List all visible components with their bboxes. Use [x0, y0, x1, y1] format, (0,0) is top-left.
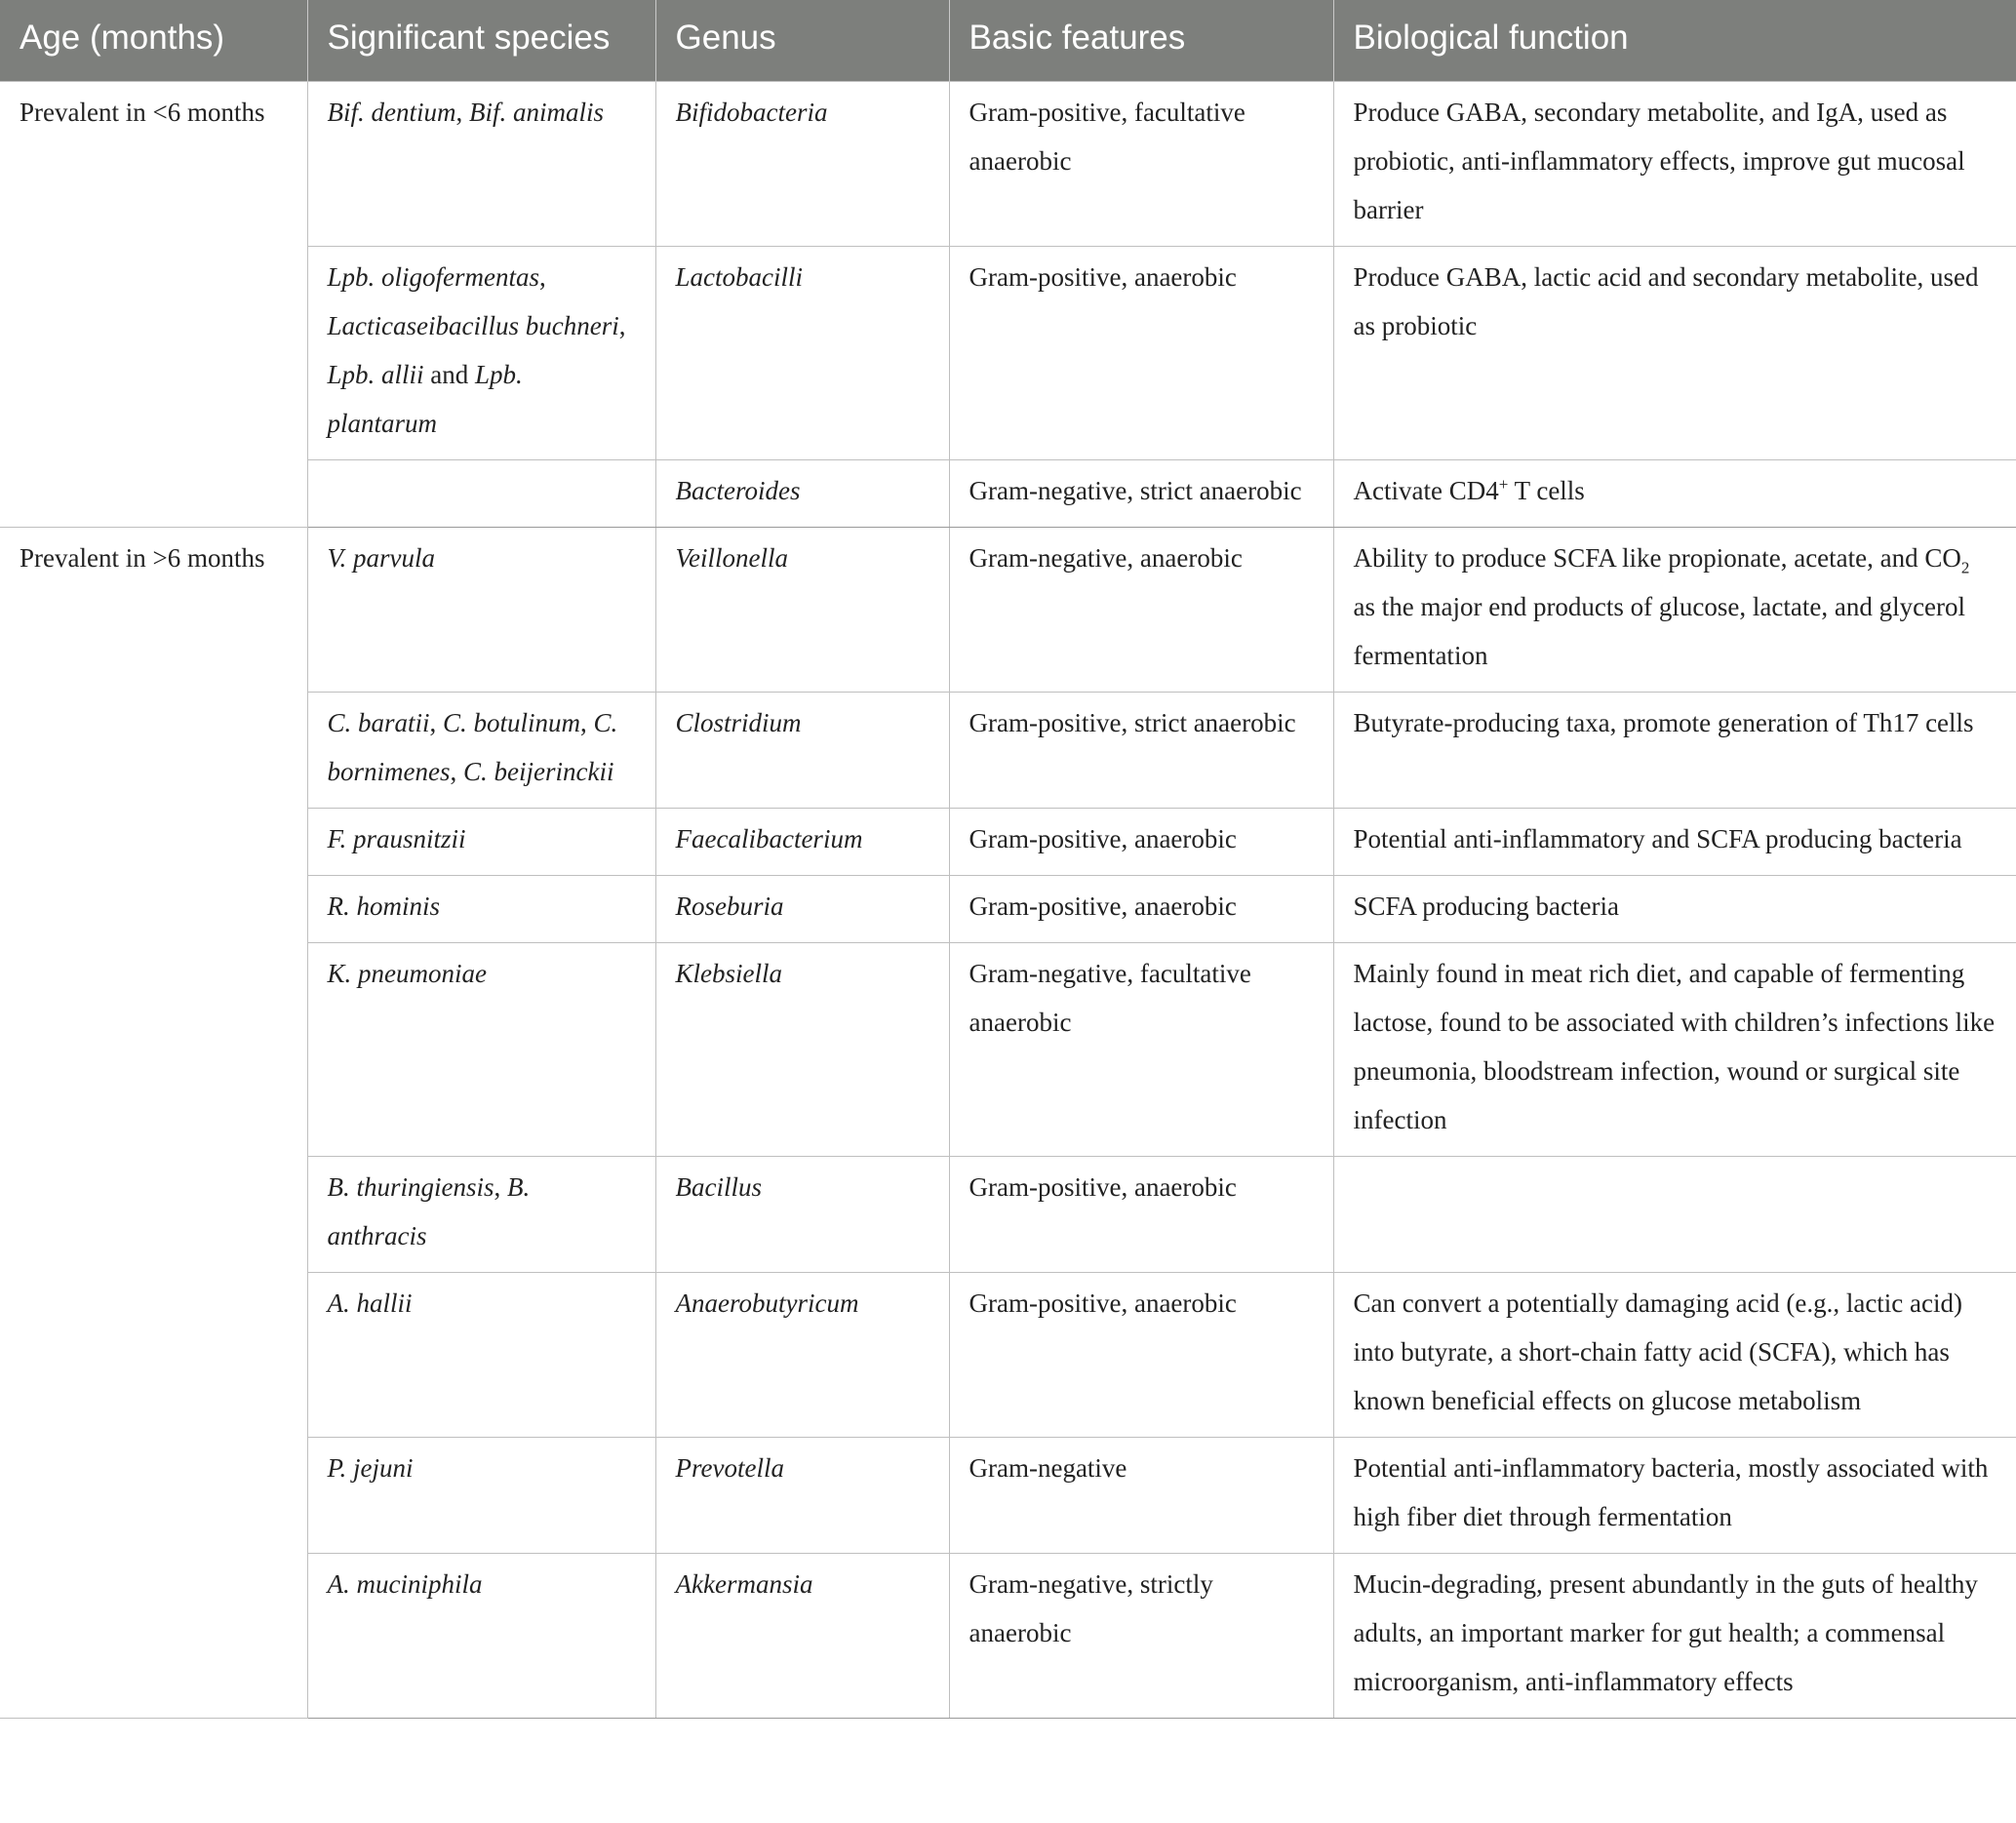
species-name: Lacticaseibacillus buchneri	[327, 310, 619, 340]
features-cell: Gram-positive, anaerobic	[949, 1272, 1333, 1437]
species-name: Lpb. plantarum	[327, 359, 523, 438]
genus-cell: Bacteroides	[655, 459, 949, 527]
species-name: Lpb. oligofermentas	[327, 261, 540, 292]
function-text: Activate CD4	[1353, 475, 1499, 505]
species-separator: and	[423, 359, 476, 389]
function-cell: Can convert a potentially damaging acid (e.g., lactic acid) into butyrate, a short-chain fatty acid (SCFA), which has known beneficial effects on glucose metabolism	[1333, 1272, 2016, 1437]
genus-cell: Faecalibacterium	[655, 808, 949, 875]
features-cell: Gram-negative, anaerobic	[949, 527, 1333, 692]
species-name: P. jejuni	[327, 1452, 414, 1483]
genus-cell: Akkermansia	[655, 1553, 949, 1718]
genus-cell: Roseburia	[655, 875, 949, 942]
species-name: C. botulinum	[443, 707, 581, 737]
species-name: B. anthracis	[327, 1171, 531, 1250]
function-cell	[1333, 527, 2016, 692]
species-name: Bif. dentium	[327, 97, 456, 127]
subscript-two: 2	[1960, 557, 1970, 576]
species-separator: ,	[455, 97, 469, 127]
features-cell: Gram-positive, anaerobic	[949, 246, 1333, 459]
genus-cell: Prevotella	[655, 1437, 949, 1553]
table-row	[0, 81, 2016, 246]
age-group-cell: Prevalent in <6 months	[0, 81, 307, 527]
function-cell	[1333, 459, 2016, 527]
species-cell	[307, 1272, 655, 1437]
species-cell	[307, 1156, 655, 1272]
species-separator: ,	[580, 707, 594, 737]
species-name: R. hominis	[327, 891, 441, 921]
species-name: C. baratii	[327, 707, 430, 737]
species-cell	[307, 246, 655, 459]
species-cell	[307, 875, 655, 942]
features-cell: Gram-negative, strict anaerobic	[949, 459, 1333, 527]
features-cell: Gram-positive, anaerobic	[949, 875, 1333, 942]
species-cell	[307, 808, 655, 875]
species-separator: ,	[494, 1171, 508, 1202]
function-text: Ability to produce SCFA like propionate, acetate, and CO	[1353, 542, 1961, 573]
features-cell: Gram-negative, strictly anaerobic	[949, 1553, 1333, 1718]
header-species: Significant species	[307, 0, 655, 81]
species-cell	[307, 1553, 655, 1718]
species-cell	[307, 692, 655, 808]
genus-cell: Clostridium	[655, 692, 949, 808]
header-function: Biological function	[1333, 0, 2016, 81]
species-name: B. thuringiensis	[327, 1171, 494, 1202]
function-cell: Mucin-degrading, present abundantly in the guts of healthy adults, an important marker for gut health; a commensal microorganism, anti-inflammatory effects	[1333, 1553, 2016, 1718]
species-name: K. pneumoniae	[327, 958, 487, 988]
genus-cell: Klebsiella	[655, 942, 949, 1156]
features-cell: Gram-positive, facultative anaerobic	[949, 81, 1333, 246]
function-cell: SCFA producing bacteria	[1333, 875, 2016, 942]
superscript-plus: +	[1498, 474, 1509, 494]
features-cell: Gram-positive, strict anaerobic	[949, 692, 1333, 808]
function-cell: Potential anti-inflammatory and SCFA producing bacteria	[1333, 808, 2016, 875]
species-name: A. muciniphila	[327, 1568, 483, 1599]
header-features: Basic features	[949, 0, 1333, 81]
header-age: Age (months)	[0, 0, 307, 81]
species-name: A. hallii	[327, 1288, 413, 1318]
species-name: Lpb. allii	[327, 359, 424, 389]
age-group-cell: Prevalent in >6 months	[0, 527, 307, 1718]
species-name: Bif. animalis	[468, 97, 604, 127]
species-separator: ,	[539, 261, 546, 292]
genus-cell: Anaerobutyricum	[655, 1272, 949, 1437]
species-name: C. bornimenes	[327, 707, 618, 786]
function-cell: Butyrate-producing taxa, promote generation of Th17 cells	[1333, 692, 2016, 808]
species-cell	[307, 1437, 655, 1553]
features-cell: Gram-positive, anaerobic	[949, 1156, 1333, 1272]
species-separator: ,	[450, 756, 463, 786]
species-separator: ,	[429, 707, 444, 737]
species-name: C. beijerinckii	[462, 756, 614, 786]
function-cell: Produce GABA, secondary metabolite, and IgA, used as probiotic, anti-inflammatory effects, improve gut mucosal barrier	[1333, 81, 2016, 246]
features-cell: Gram-negative, facultative anaerobic	[949, 942, 1333, 1156]
species-cell	[307, 527, 655, 692]
table-header	[0, 0, 2016, 81]
genus-cell: Lactobacilli	[655, 246, 949, 459]
function-cell: Produce GABA, lactic acid and secondary metabolite, used as probiotic	[1333, 246, 2016, 459]
table-body	[0, 81, 2016, 1718]
header-genus: Genus	[655, 0, 949, 81]
species-cell	[307, 459, 655, 527]
function-text-tail: T cells	[1508, 475, 1585, 505]
table-row	[0, 527, 2016, 692]
function-cell: Mainly found in meat rich diet, and capable of fermenting lactose, found to be associated with children’s infections like pneumonia, bloodstream infection, wound or surgical site infection	[1333, 942, 2016, 1156]
species-cell	[307, 942, 655, 1156]
species-name: F. prausnitzii	[327, 823, 466, 853]
features-cell: Gram-positive, anaerobic	[949, 808, 1333, 875]
genus-cell: Bifidobacteria	[655, 81, 949, 246]
genus-cell: Veillonella	[655, 527, 949, 692]
species-separator: ,	[618, 310, 626, 340]
features-cell: Gram-negative	[949, 1437, 1333, 1553]
genus-cell: Bacillus	[655, 1156, 949, 1272]
species-name: V. parvula	[327, 542, 436, 573]
function-text-tail: as the major end products of glucose, lactate, and glycerol fermentation	[1353, 591, 1966, 670]
header-row	[0, 0, 2016, 81]
function-cell	[1333, 1156, 2016, 1272]
function-cell: Potential anti-inflammatory bacteria, mostly associated with high fiber diet through fermentation	[1333, 1437, 2016, 1553]
species-cell	[307, 81, 655, 246]
